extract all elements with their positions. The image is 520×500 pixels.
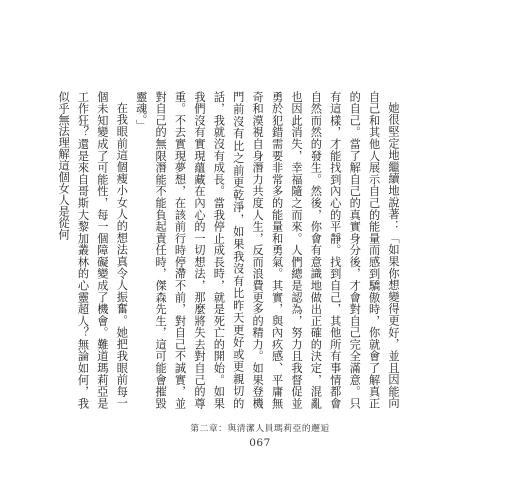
page-number: 067 bbox=[249, 437, 271, 449]
running-footer-chapter-title: 第二章：與清潔人員瑪莉亞的邂逅 bbox=[190, 424, 330, 434]
paragraph-2: 在我眼前這個瘦小女人的想法真令人振奮。她把我眼前每一個未知變成了可能性，每一個障礙變成了機會。難道瑪莉亞是工作狂？還是來自哥斯大黎加叢林的心靈超人？無論如何，我似乎無法理解這個女人是從何 bbox=[57, 91, 129, 409]
paragraph-1: 她很堅定地繼續地說著：「如果你想變得更好，並且因能向自己和其他人展示自己的能量而感到驕傲時，你就會了解真正的自己。當了解自己的真實身分後，才會對自己完全滿意。只有這樣，才能找到內心的平靜。找到自己，其他所有事情都會自然而然的發生。然後，你會有意識地做出正確的決定，混亂也因此消失，幸福隨之而來。人們總是認為，努力且我督促並勇於犯錯需要非常多的能量和勇氣。其實，與內疚感、平庸無奇和漠視自身潛力共度人生，反而浪費更多的精力。如果登機門前沒有比之前更乾淨，如果我沒有比昨天更好或更親切的話，我就沒有成長。當我停止成長時，就是死亡的開始。如果我們沒有實現蘊藏在內心的一切想法，那麼將失去對自己的尊重。不去實現夢想，在該前行時停滯不前，對自己不誠實，並對自己的無限潛能不能負起責任時，傑森先生，這可能會摧毀靈魂。」 bbox=[134, 91, 400, 409]
body-text bbox=[57, 91, 403, 409]
